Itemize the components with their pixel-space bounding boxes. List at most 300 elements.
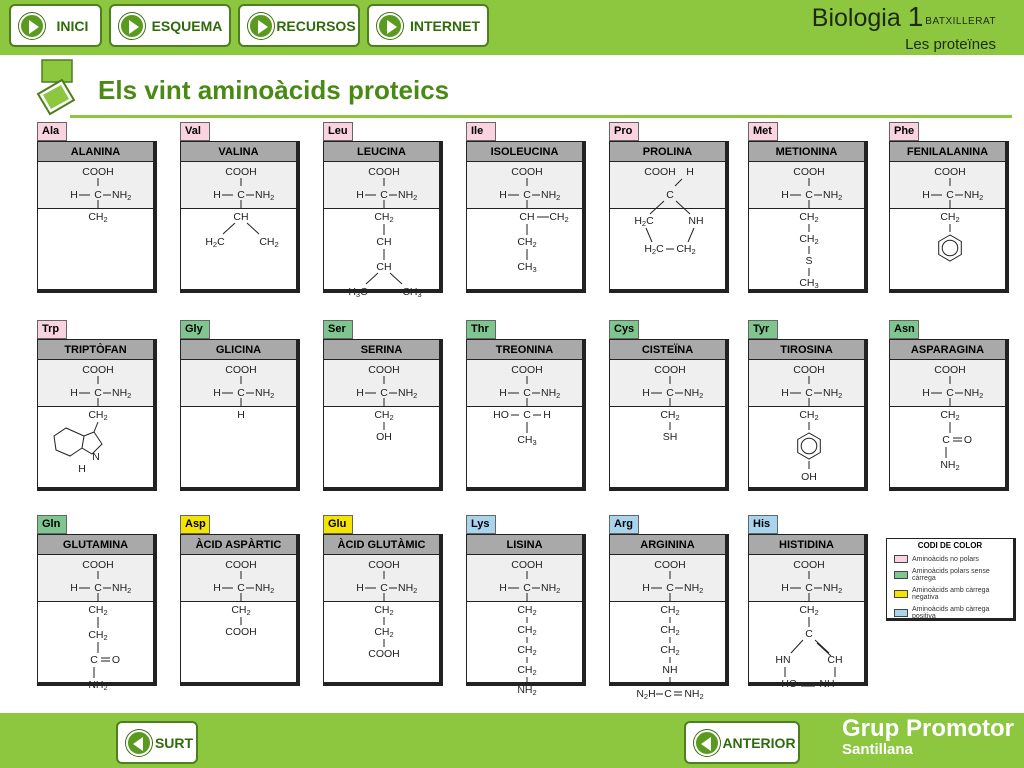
back-arrow-icon bbox=[126, 730, 152, 756]
amino-acid-name: VALINA bbox=[181, 142, 296, 162]
amino-acid-card bbox=[609, 515, 729, 701]
formula-text: S bbox=[805, 255, 813, 267]
amino-acid-card bbox=[466, 122, 586, 293]
formula-text: CH2 bbox=[799, 233, 819, 246]
formula-text: H bbox=[237, 409, 245, 421]
formula-box bbox=[37, 141, 157, 293]
formula-text: C bbox=[94, 582, 102, 594]
amino-acid-name: LISINA bbox=[467, 535, 582, 555]
amino-acid-name: GLUTAMINA bbox=[38, 535, 153, 555]
formula-text: C bbox=[94, 189, 102, 201]
amino-acid-abbr-tag: Arg bbox=[609, 515, 639, 534]
formula-text: NH2 bbox=[684, 688, 704, 701]
aromatic-circle bbox=[801, 438, 817, 454]
formula-text: C bbox=[666, 189, 674, 201]
formula-text: HN bbox=[775, 654, 791, 666]
title-divider bbox=[70, 115, 1012, 118]
formula-box bbox=[609, 339, 729, 491]
amino-acid-name: PROLINA bbox=[610, 142, 725, 162]
formula-text: NH2 bbox=[964, 387, 984, 400]
previous-button-label: ANTERIOR bbox=[722, 734, 796, 751]
formula-text: CH2 bbox=[940, 409, 960, 422]
formula-text: CH2 bbox=[799, 211, 819, 224]
formula-text: C bbox=[805, 387, 813, 399]
formula-box bbox=[748, 534, 868, 690]
amino-acid-name: FENILALANINA bbox=[890, 142, 1005, 162]
formula-text: H2C bbox=[644, 243, 664, 256]
formula-text: C bbox=[523, 387, 531, 399]
formula-text: NH2 bbox=[398, 387, 418, 400]
formula-text: C bbox=[664, 688, 672, 700]
formula-text: NH2 bbox=[255, 582, 275, 595]
formula-text: COOH bbox=[82, 364, 114, 376]
amino-acid-abbr-tag: Gly bbox=[180, 320, 210, 339]
formula-text: H bbox=[70, 387, 78, 399]
publisher-subname: Santillana bbox=[842, 741, 913, 758]
amino-acid-abbr-tag: Trp bbox=[37, 320, 67, 339]
formula-box bbox=[180, 534, 300, 686]
formula-box bbox=[889, 339, 1009, 491]
formula-text: H bbox=[499, 387, 507, 399]
formula-text: H bbox=[499, 189, 507, 201]
formula-text: COOH bbox=[511, 364, 543, 376]
formula-text: C bbox=[666, 387, 674, 399]
formula-text: COOH bbox=[793, 364, 825, 376]
formula-text: H bbox=[213, 189, 221, 201]
nav-button-esquema[interactable] bbox=[109, 4, 231, 47]
previous-button[interactable] bbox=[684, 721, 800, 764]
amino-acid-card bbox=[889, 122, 1009, 293]
legend-label: Aminoàcids amb càrrega negativa bbox=[912, 587, 990, 601]
legend-swatch bbox=[894, 555, 908, 563]
nav-button-label: INICI bbox=[56, 17, 89, 34]
formula-text: CH3 bbox=[517, 434, 537, 447]
formula-text: H bbox=[642, 582, 650, 594]
formula-box bbox=[180, 339, 300, 491]
bond-line bbox=[366, 273, 378, 284]
formula-text: CH2 bbox=[517, 664, 537, 677]
formula-text: O bbox=[111, 654, 121, 666]
formula-text: COOH bbox=[654, 559, 686, 571]
formula-text: CH2 bbox=[259, 236, 279, 249]
legend-swatch bbox=[894, 609, 908, 617]
amino-acid-card bbox=[323, 122, 443, 299]
formula-text: H bbox=[781, 189, 789, 201]
formula-text: NH2 bbox=[255, 387, 275, 400]
formula-text: CH2 bbox=[517, 624, 537, 637]
formula-text: CH2 bbox=[88, 211, 108, 224]
amino-acid-abbr-tag: Asn bbox=[889, 320, 919, 339]
amino-acid-name: LEUCINA bbox=[324, 142, 439, 162]
nav-button-label: ESQUEMA bbox=[151, 17, 223, 34]
formula-text: COOH bbox=[934, 166, 966, 178]
brand-header bbox=[812, 2, 996, 53]
amino-acid-name: CISTEÏNA bbox=[610, 340, 725, 360]
nav-button-label: RECURSOS bbox=[276, 17, 356, 34]
structural-formula bbox=[181, 360, 297, 488]
formula-text: CH2 bbox=[88, 604, 108, 617]
legend-label: Aminoàcids amb càrrega positiva bbox=[912, 606, 990, 620]
amino-acid-name: METIONINA bbox=[749, 142, 864, 162]
formula-text: H bbox=[213, 582, 221, 594]
color-code-legend bbox=[886, 538, 1016, 621]
amino-acid-card bbox=[748, 320, 868, 491]
amino-acid-card bbox=[180, 515, 300, 686]
amino-acid-card bbox=[466, 320, 586, 491]
formula-text: C bbox=[94, 387, 102, 399]
amino-acid-name: GLICINA bbox=[181, 340, 296, 360]
formula-text: CH bbox=[827, 654, 843, 666]
back-arrow-icon bbox=[694, 730, 720, 756]
formula-text: OH bbox=[376, 431, 392, 443]
formula-text: CH2 bbox=[88, 409, 108, 422]
formula-text: H bbox=[356, 582, 364, 594]
formula-text: COOH bbox=[793, 166, 825, 178]
formula-text: COOH bbox=[82, 166, 114, 178]
structural-formula bbox=[610, 360, 726, 488]
formula-text: CH3 bbox=[799, 277, 819, 290]
formula-text: H3C bbox=[348, 286, 368, 299]
brand-level: BATXILLERAT bbox=[925, 16, 996, 27]
formula-text: CH2 bbox=[660, 604, 680, 617]
formula-text: H2C bbox=[205, 236, 225, 249]
bond-line bbox=[247, 223, 259, 234]
amino-acid-card bbox=[37, 515, 157, 692]
formula-text: CH2 bbox=[676, 243, 696, 256]
formula-text: NH bbox=[688, 215, 704, 227]
amino-acid-abbr-tag: Glu bbox=[323, 515, 353, 534]
formula-text: H bbox=[213, 387, 221, 399]
nav-button-inici[interactable] bbox=[9, 4, 102, 47]
brand-name: Biologia bbox=[811, 4, 901, 32]
formula-text: COOH bbox=[225, 626, 257, 638]
formula-text: HC bbox=[781, 678, 797, 690]
amino-acid-name: TIROSINA bbox=[749, 340, 864, 360]
amino-acid-abbr-tag: Asp bbox=[180, 515, 210, 534]
amino-acid-name: ÀCID GLUTÀMIC bbox=[324, 535, 439, 555]
structural-formula bbox=[181, 162, 297, 290]
amino-acid-card bbox=[466, 515, 586, 697]
formula-box bbox=[466, 339, 586, 491]
publisher-name: Grup Promotor bbox=[842, 715, 1014, 742]
bond-line bbox=[688, 228, 694, 242]
formula-text: CH2 bbox=[660, 409, 680, 422]
amino-acid-card bbox=[889, 320, 1009, 491]
structural-formula bbox=[467, 162, 583, 290]
formula-text: OH bbox=[801, 471, 817, 483]
formula-text: C bbox=[90, 654, 98, 666]
formula-text: COOH bbox=[368, 648, 400, 660]
formula-text: COOH bbox=[654, 364, 686, 376]
formula-text: COOH bbox=[511, 559, 543, 571]
formula-text: COOH bbox=[225, 166, 257, 178]
formula-box bbox=[466, 141, 586, 293]
play-arrow-icon bbox=[377, 13, 403, 39]
formula-text: CH2 bbox=[374, 626, 394, 639]
formula-text: CH bbox=[233, 211, 249, 223]
amino-acid-name: SERINA bbox=[324, 340, 439, 360]
formula-box bbox=[609, 534, 729, 701]
amino-acid-abbr-tag: Gln bbox=[37, 515, 67, 534]
formula-text: C bbox=[666, 582, 674, 594]
formula-text: CH2 bbox=[231, 604, 251, 617]
formula-text: CH2 bbox=[940, 211, 960, 224]
formula-text: H bbox=[70, 189, 78, 201]
formula-text: NH2 bbox=[112, 582, 132, 595]
formula-text: NH bbox=[662, 664, 678, 676]
formula-text: O bbox=[963, 434, 973, 446]
formula-text: C bbox=[946, 387, 954, 399]
structural-formula bbox=[324, 360, 440, 488]
formula-box bbox=[466, 534, 586, 697]
formula-text: NH2 bbox=[88, 679, 108, 692]
formula-text: C bbox=[942, 434, 950, 446]
formula-text: NH2 bbox=[684, 582, 704, 595]
formula-text: NH2 bbox=[112, 387, 132, 400]
legend-label: Aminoàcids polars sense càrrega bbox=[912, 568, 990, 582]
formula-text: NH2 bbox=[541, 189, 561, 202]
top-nav-bar bbox=[0, 0, 1024, 55]
bond-line bbox=[390, 273, 402, 284]
legend-item bbox=[894, 587, 1013, 601]
bond-line bbox=[676, 201, 690, 214]
formula-text: NH2 bbox=[398, 582, 418, 595]
bond-line bbox=[815, 640, 829, 653]
legend-title: CODI DE COLOR bbox=[917, 541, 983, 550]
formula-text: CH2 bbox=[660, 644, 680, 657]
amino-acid-card bbox=[748, 122, 868, 293]
formula-text: H bbox=[543, 409, 551, 421]
formula-text: CH bbox=[376, 236, 392, 248]
formula-text: C bbox=[805, 582, 813, 594]
formula-text: H bbox=[78, 463, 86, 475]
amino-acid-abbr-tag: Pro bbox=[609, 122, 639, 141]
structural-formula bbox=[890, 162, 1006, 290]
structural-formula bbox=[610, 162, 726, 290]
formula-text: C bbox=[805, 189, 813, 201]
structural-formula bbox=[324, 162, 440, 299]
formula-text: CH2 bbox=[88, 629, 108, 642]
formula-text: H bbox=[686, 166, 694, 178]
formula-text: COOH bbox=[511, 166, 543, 178]
page-title: Els vint aminoàcids proteics bbox=[98, 75, 450, 105]
formula-text: COOH bbox=[82, 559, 114, 571]
amino-acid-abbr-tag: Tyr bbox=[748, 320, 778, 339]
section-logo-icon bbox=[36, 58, 78, 116]
structural-formula bbox=[749, 360, 865, 488]
amino-acid-card bbox=[323, 320, 443, 491]
formula-text: C bbox=[523, 409, 531, 421]
exit-button-label: SURT bbox=[154, 734, 194, 751]
formula-text: H bbox=[922, 387, 930, 399]
formula-text: HO bbox=[493, 409, 509, 421]
amino-acid-abbr-tag: Val bbox=[180, 122, 210, 141]
play-arrow-icon bbox=[248, 13, 274, 39]
structural-formula bbox=[467, 360, 583, 488]
brand-subtitle: Les proteïnes bbox=[905, 36, 996, 53]
formula-box bbox=[609, 141, 729, 293]
exit-button[interactable] bbox=[116, 721, 198, 764]
formula-text: COOH bbox=[644, 166, 676, 178]
bond-line bbox=[646, 228, 652, 242]
formula-text: H bbox=[499, 582, 507, 594]
formula-text: H bbox=[642, 387, 650, 399]
formula-text: C bbox=[946, 189, 954, 201]
formula-text: H bbox=[70, 582, 78, 594]
formula-text: COOH bbox=[793, 559, 825, 571]
formula-text: CH bbox=[519, 211, 535, 223]
formula-text: COOH bbox=[225, 364, 257, 376]
bond-line bbox=[650, 201, 664, 214]
formula-text: CH2 bbox=[374, 604, 394, 617]
legend-swatch bbox=[894, 571, 908, 579]
formula-text: COOH bbox=[368, 364, 400, 376]
formula-text: N2H bbox=[636, 688, 656, 701]
formula-box bbox=[323, 339, 443, 491]
amino-acid-name: ÀCID ASPÀRTIC bbox=[181, 535, 296, 555]
formula-text: SH bbox=[662, 431, 678, 443]
formula-text: H bbox=[356, 387, 364, 399]
formula-text: NH2 bbox=[964, 189, 984, 202]
formula-text: CH2 bbox=[517, 236, 537, 249]
legend-label: Aminoàcids no polars bbox=[912, 555, 979, 563]
formula-text: H bbox=[781, 387, 789, 399]
amino-acid-abbr-tag: Phe bbox=[889, 122, 919, 141]
amino-acid-name: TREONINA bbox=[467, 340, 582, 360]
amino-acid-card bbox=[323, 515, 443, 686]
formula-box bbox=[37, 534, 157, 692]
formula-text: H bbox=[781, 582, 789, 594]
aromatic-circle bbox=[942, 240, 958, 256]
formula-text: CH2 bbox=[549, 211, 569, 224]
formula-text: CH2 bbox=[374, 211, 394, 224]
formula-text: NH2 bbox=[940, 459, 960, 472]
formula-text: NH2 bbox=[823, 189, 843, 202]
formula-box bbox=[37, 339, 157, 491]
structural-formula bbox=[749, 162, 865, 290]
formula-text: H bbox=[922, 189, 930, 201]
formula-text: NH2 bbox=[398, 189, 418, 202]
formula-text: C bbox=[237, 582, 245, 594]
amino-acid-abbr-tag: Ile bbox=[466, 122, 496, 141]
formula-text: CH3 bbox=[517, 261, 537, 274]
amino-acid-abbr-tag: Leu bbox=[323, 122, 353, 141]
structural-formula bbox=[749, 555, 865, 690]
amino-acid-abbr-tag: Cys bbox=[609, 320, 639, 339]
formula-text: C bbox=[380, 387, 388, 399]
amino-acid-name: HISTIDINA bbox=[749, 535, 864, 555]
play-arrow-icon bbox=[19, 13, 45, 39]
formula-text: CH2 bbox=[799, 604, 819, 617]
amino-acid-card bbox=[609, 122, 729, 293]
amino-acid-name: ASPARAGINA bbox=[890, 340, 1005, 360]
formula-text: NH2 bbox=[541, 582, 561, 595]
nav-button-recursos[interactable] bbox=[238, 4, 360, 47]
formula-text: H2C bbox=[634, 215, 654, 228]
formula-text: C bbox=[380, 582, 388, 594]
formula-box bbox=[180, 141, 300, 293]
formula-text: C bbox=[523, 582, 531, 594]
formula-box bbox=[748, 339, 868, 491]
amino-acid-name: ARGININA bbox=[610, 535, 725, 555]
brand-number: 1 bbox=[907, 1, 924, 32]
structural-formula bbox=[890, 360, 1006, 488]
amino-acid-card bbox=[180, 122, 300, 293]
structural-formula bbox=[38, 360, 154, 488]
amino-acid-abbr-tag: Thr bbox=[466, 320, 496, 339]
amino-acid-abbr-tag: Ala bbox=[37, 122, 67, 141]
structural-formula bbox=[38, 162, 154, 290]
amino-acid-card bbox=[180, 320, 300, 491]
formula-text: NH2 bbox=[823, 387, 843, 400]
legend-item bbox=[894, 606, 1013, 620]
bond-line bbox=[94, 422, 98, 432]
bond-line bbox=[223, 223, 235, 234]
legend-swatch bbox=[894, 590, 908, 598]
amino-acid-name: TRIPTÒFAN bbox=[38, 340, 153, 360]
formula-text: COOH bbox=[225, 559, 257, 571]
formula-text: CH bbox=[376, 261, 392, 273]
formula-text: CH2 bbox=[799, 409, 819, 422]
formula-text: NH2 bbox=[517, 684, 537, 697]
bond-line bbox=[791, 640, 803, 653]
legend-item bbox=[894, 555, 1013, 563]
legend-item bbox=[894, 568, 1013, 582]
publisher-logo bbox=[842, 716, 1014, 757]
amino-acid-abbr-tag: Ser bbox=[323, 320, 353, 339]
amino-acid-card bbox=[37, 320, 157, 491]
formula-text: C bbox=[237, 387, 245, 399]
formula-text: C bbox=[237, 189, 245, 201]
amino-acid-abbr-tag: His bbox=[748, 515, 778, 534]
amino-acid-abbr-tag: Lys bbox=[466, 515, 496, 534]
formula-text: N bbox=[92, 451, 100, 463]
formula-text: C bbox=[805, 628, 813, 640]
formula-box bbox=[889, 141, 1009, 293]
formula-text: COOH bbox=[368, 559, 400, 571]
amino-acid-card bbox=[37, 122, 157, 293]
play-arrow-icon bbox=[119, 13, 145, 39]
formula-text: H bbox=[356, 189, 364, 201]
amino-acid-name: ALANINA bbox=[38, 142, 153, 162]
bond-line bbox=[675, 179, 682, 186]
formula-text: NH2 bbox=[823, 582, 843, 595]
formula-text: CH2 bbox=[517, 604, 537, 617]
structural-formula bbox=[324, 555, 440, 683]
formula-text: NH2 bbox=[541, 387, 561, 400]
formula-box bbox=[323, 534, 443, 686]
amino-acid-card bbox=[609, 320, 729, 491]
formula-box bbox=[323, 141, 443, 299]
formula-text: C bbox=[523, 189, 531, 201]
formula-text: NH bbox=[819, 678, 835, 690]
formula-box bbox=[748, 141, 868, 293]
formula-text: CH2 bbox=[517, 644, 537, 657]
formula-text: C bbox=[380, 189, 388, 201]
formula-text: CH2 bbox=[660, 624, 680, 637]
formula-text: NH2 bbox=[112, 189, 132, 202]
amino-acid-card bbox=[748, 515, 868, 690]
structural-formula bbox=[181, 555, 297, 683]
formula-text: COOH bbox=[934, 364, 966, 376]
nav-button-internet[interactable] bbox=[367, 4, 489, 47]
structural-formula bbox=[467, 555, 583, 697]
formula-text: NH2 bbox=[684, 387, 704, 400]
formula-text: CH2 bbox=[374, 409, 394, 422]
formula-text: COOH bbox=[368, 166, 400, 178]
formula-text: CH3 bbox=[402, 286, 422, 299]
structural-formula bbox=[38, 555, 154, 692]
